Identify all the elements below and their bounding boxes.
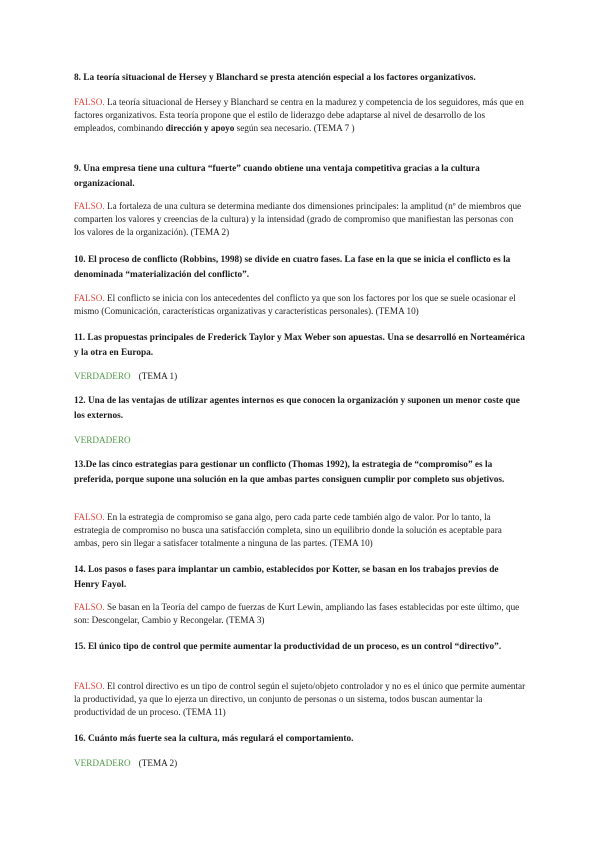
answer-block-14	[74, 601, 526, 627]
question-text: 11. Las propuestas principales de Frederick Taylor y Max Weber son apuestas. Una se desarrolló en Norteamérica y la otra en Europa.	[74, 333, 525, 358]
tema-label: (TEMA 1)	[138, 371, 178, 381]
answer-text: FALSO. En la estrategia de compromiso se gana algo, pero cada parte cede también algo de valor. Por lo tanto, la estrategia de compromiso no busca una satisfacción completa, sino un equilibrio donde la solución es aceptable para ambas, pero sin llegar a satisfacer totalmente a ninguna de las partes. (TEMA 10)	[74, 512, 502, 549]
question-block-14	[74, 563, 526, 592]
answer-block-15	[74, 680, 526, 720]
answer-text: FALSO. Se basan en la Teoría del campo de fuerzas de Kurt Lewin, ampliando las fases establecidas por este último, que son: Descongelar, Cambio y Recongelar. (TEMA 3)	[74, 602, 520, 626]
verdict-label: FALSO.	[74, 293, 105, 303]
question-block-12	[74, 394, 526, 423]
question-text: 12. Una de las ventajas de utilizar agentes internos es que conocen la organización y suponen un menor coste que los externos.	[74, 396, 520, 421]
verdict-label: VERDADERO	[74, 371, 131, 381]
verdict-label: VERDADERO	[74, 435, 131, 445]
answer-text	[74, 757, 526, 770]
question-text: 14. Los pasos o fases para implantar un cambio, establecidos por Kotter, se basan en los trabajos previos de Henry Fayol.	[74, 565, 499, 590]
verdict-label: FALSO.	[74, 512, 105, 522]
verdict-label: FALSO.	[74, 681, 105, 691]
verdict-label: VERDADERO	[74, 758, 131, 768]
answer-block-10	[74, 292, 526, 318]
verdict-label: FALSO.	[74, 97, 105, 107]
verdict-label: FALSO.	[74, 201, 105, 211]
question-block-16	[74, 732, 526, 747]
answer-text	[74, 370, 526, 383]
verdict-label: FALSO.	[74, 602, 105, 612]
answer-block-9	[74, 200, 526, 240]
question-block-8	[74, 71, 526, 86]
question-block-13	[74, 458, 526, 487]
answer-block-12	[74, 434, 526, 447]
question-text: 15. El único tipo de control que permite aumentar la productividad de un proceso, es un control “directivo”.	[74, 642, 502, 652]
tema-label: (TEMA 2)	[138, 758, 178, 768]
question-text: 16. Cuánto más fuerte sea la cultura, más regulará el comportamiento.	[74, 734, 354, 744]
answer-text: FALSO. La teoría situacional de Hersey y Blanchard se centra en la madurez y competencia de los seguidores, más que en factores organizativos. Esta teoría propone que el estilo de liderazgo debe adaptarse al nivel de desarrollo de los empleados, combinando dirección y apoyo según sea necesario. (TEMA 7 )	[74, 97, 524, 134]
question-block-9	[74, 162, 526, 191]
answer-block-16	[74, 757, 526, 770]
question-block-10	[74, 253, 526, 282]
answer-text: FALSO. El conflicto se inicia con los antecedentes del conflicto ya que son los factores por los que se suele ocasionar el mismo (Comunicación, características organizativas y características personales). (TEMA 10)	[74, 293, 516, 317]
question-block-15	[74, 640, 526, 655]
answer-block-13	[74, 511, 526, 551]
question-text: 10. El proceso de conflicto (Robbins, 1998) se divide en cuatro fases. La fase en la que se inicia el conflicto es la denominada “materialización del conflicto”.	[74, 255, 511, 280]
question-text: 13.De las cinco estrategias para gestionar un conflicto (Thomas 1992), la estrategia de “compromiso” es la preferida, porque supone una solución en la que ambas partes consiguen cumplir por completo sus objetivos.	[74, 460, 505, 485]
answer-block-8	[74, 96, 526, 136]
answer-text: FALSO. El control directivo es un tipo de control según el sujeto/objeto controlador y no es el único que permite aumentar la productividad, ya que lo ejerza un directivo, un conjunto de personas o un sistema, todos buscan aumentar la productividad de un proceso. (TEMA 11)	[74, 681, 526, 718]
question-block-11	[74, 331, 526, 360]
question-text: 9. Una empresa tiene una cultura “fuerte” cuando obtiene una ventaja competitiva gracias a la cultura organizacional.	[74, 164, 480, 189]
question-text: 8. La teoría situacional de Hersey y Blanchard se presta atención especial a los factores organizativos.	[74, 73, 476, 83]
answer-block-11	[74, 370, 526, 383]
answer-text: FALSO. La fortaleza de una cultura se determina mediante dos dimensiones principales: la amplitud (nº de miembros que comparten los valores y creencias de la cultura) y la intensidad (grado de compromiso que manifiestan las personas con los valores de la organización). (TEMA 2)	[74, 201, 522, 238]
answer-text	[74, 434, 526, 447]
